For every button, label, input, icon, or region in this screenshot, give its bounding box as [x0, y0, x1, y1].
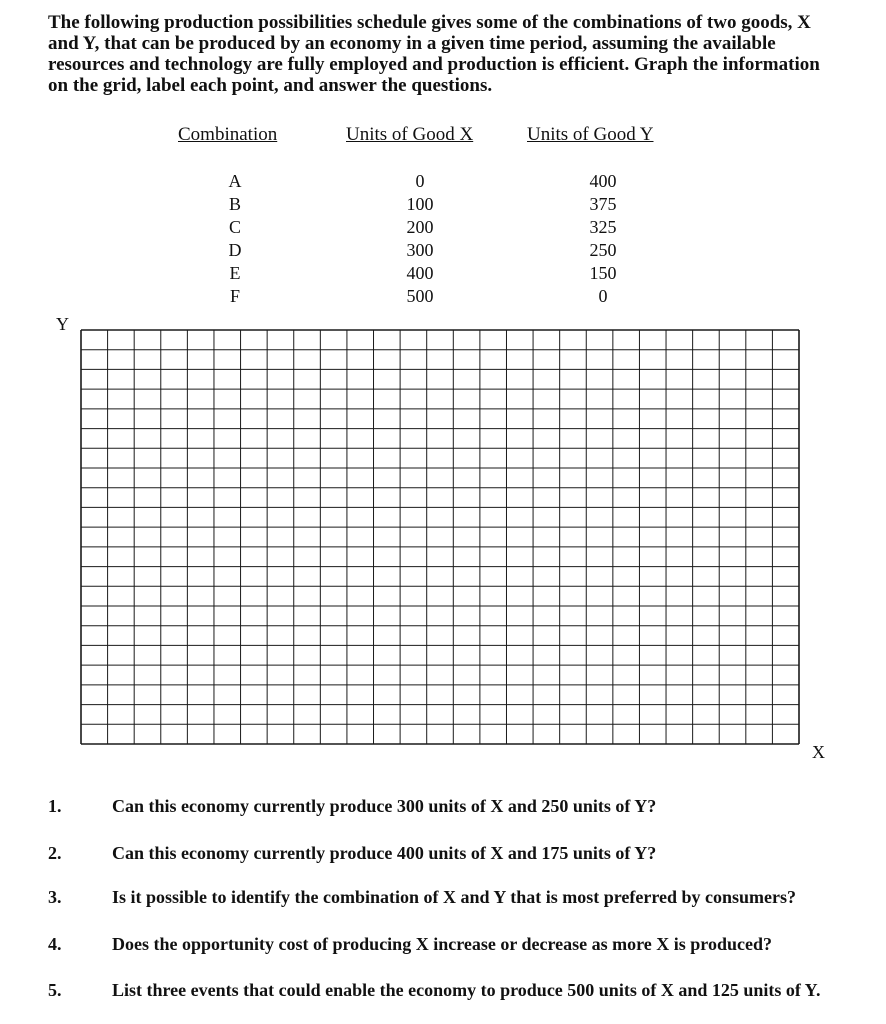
header-combination: Combination	[178, 124, 278, 145]
question-text: Does the opportunity cost of producing X increase or decrease as more X is produced?	[112, 934, 772, 954]
good-x-cell: 400	[406, 263, 434, 283]
combination-cell: F	[229, 286, 240, 306]
good-x-column	[395, 170, 445, 308]
graph-grid	[80, 329, 800, 745]
good-y-cell: 150	[589, 263, 617, 283]
good-y-cell: 375	[589, 194, 617, 214]
question-number: 1.	[48, 796, 62, 816]
instructions-line: The following production possibilities schedule gives some of the combinations of two goods, X	[48, 12, 811, 33]
instructions-line: on the grid, label each point, and answer the questions.	[48, 75, 493, 96]
header-good-x: Units of Good X	[346, 124, 474, 145]
x-axis-label: X	[812, 742, 825, 762]
good-y-cell: 250	[589, 240, 617, 260]
question-text: Can this economy currently produce 400 units of X and 175 units of Y?	[112, 843, 657, 863]
question-text: List three events that could enable the economy to produce 500 units of X and 125 units of Y.	[112, 980, 821, 1000]
question-number: 5.	[48, 980, 62, 1000]
instructions-line: resources and technology are fully employed and production is efficient. Graph the information	[48, 54, 820, 75]
combination-column	[220, 170, 250, 308]
question-number: 3.	[48, 887, 62, 907]
instructions	[48, 12, 848, 96]
combination-cell: C	[228, 217, 241, 237]
good-y-cell: 400	[589, 171, 617, 191]
question-number: 2.	[48, 843, 62, 863]
good-x-cell: 500	[406, 286, 434, 306]
good-x-cell: 100	[406, 194, 434, 214]
combination-cell: B	[228, 194, 241, 214]
question-text: Is it possible to identify the combination of X and Y that is most preferred by consumers?	[112, 887, 797, 907]
good-x-cell: 200	[406, 217, 434, 237]
y-axis-label: Y	[56, 314, 69, 334]
combination-cell: E	[229, 263, 241, 283]
good-y-column	[578, 170, 628, 308]
good-y-cell: 325	[589, 217, 617, 237]
header-good-y: Units of Good Y	[527, 124, 654, 145]
good-x-cell: 300	[406, 240, 434, 260]
good-x-cell: 0	[415, 171, 425, 191]
combination-cell: D	[228, 240, 242, 260]
question-text: Can this economy currently produce 300 units of X and 250 units of Y?	[112, 796, 657, 816]
good-y-cell: 0	[598, 286, 608, 306]
combination-cell: A	[228, 171, 242, 191]
question-number: 4.	[48, 934, 62, 954]
instructions-line: and Y, that can be produced by an economy in a given time period, assuming the available	[48, 33, 776, 54]
